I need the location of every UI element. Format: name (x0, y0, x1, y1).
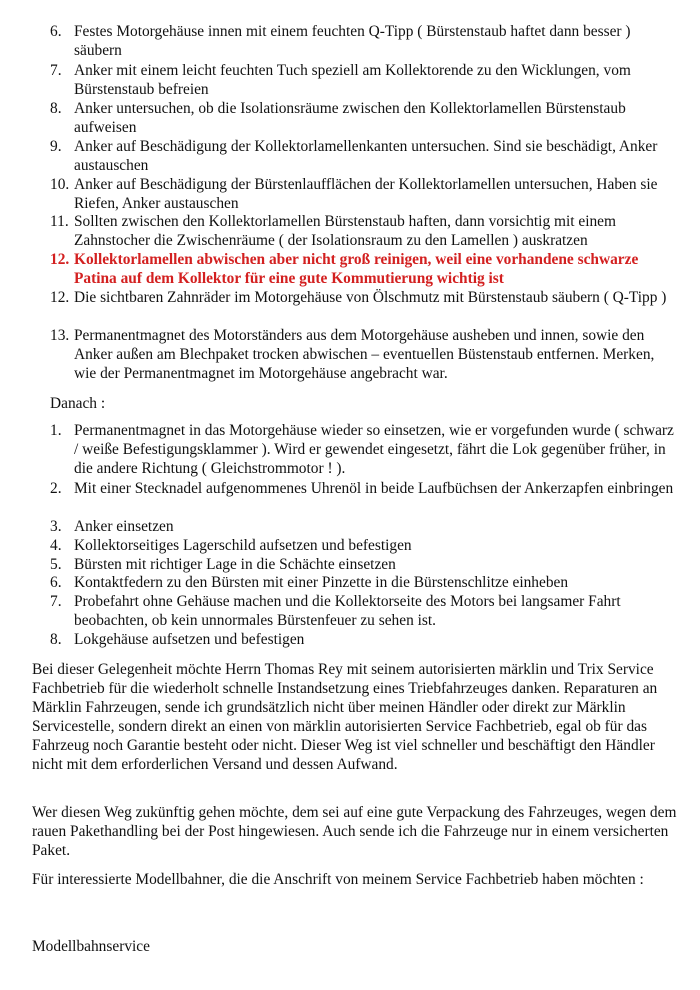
list-number: 4. (50, 537, 62, 554)
list-item (50, 630, 680, 649)
list-item (50, 479, 680, 498)
list-text: Kontaktfedern zu den Bürsten mit einer Pinzette in die Bürstenschlitze einheben (74, 574, 569, 591)
body-paragraph: Für interessierte Modellbahner, die die Anschrift von meinem Service Fachbetrieb haben möchten : (32, 871, 644, 888)
list-number: 7. (50, 62, 62, 79)
list-text: Festes Motorgehäuse innen mit einem feuchten Q-Tipp ( Bürstenstaub haftet dann besser ) säubern (74, 23, 631, 59)
list-item (50, 592, 680, 630)
list-number: 10. (50, 176, 70, 193)
list-text: Sollten zwischen den Kollektorlamellen Bürstenstaub haften, dann vorsichtig mit einem Zahnstocher die Zwischenräume ( der Isolationsraum zu den Lamellen ) auskratzen (74, 213, 616, 249)
list-text: Permanentmagnet des Motorständers aus dem Motorgehäuse ausheben und innen, sowie den Anker außen am Blechpaket trocken abwischen – eventuellen Büstenstaub entfernen. Merken, wie der Permanentmagnet im Motorgehäuse angebracht war. (74, 327, 655, 382)
list-number: 12. (50, 289, 70, 306)
list-number: 9. (50, 138, 62, 155)
list-text: Lokgehäuse aufsetzen und befestigen (74, 631, 305, 648)
list-item (50, 212, 680, 250)
list-number: 12. (50, 251, 70, 268)
list-text: Kollektorlamellen abwischen aber nicht groß reinigen, weil eine vorhandene schwarze Patina auf dem Kollektor für eine gute Kommutierung wichtig ist (74, 251, 639, 287)
list-number: 8. (50, 100, 62, 117)
list-item (50, 573, 680, 592)
list-number: 6. (50, 23, 62, 40)
list-text: Anker auf Beschädigung der Kollektorlamellenkanten untersuchen. Sind sie beschädigt, Anker austauschen (74, 138, 658, 174)
list-text: Die sichtbaren Zahnräder im Motorgehäuse von Ölschmutz mit Bürstenstaub säubern ( Q-Tipp ) (74, 289, 667, 306)
list-number: 2. (50, 480, 62, 497)
list-item (50, 61, 680, 99)
list-text: Mit einer Stecknadel aufgenommenes Uhrenöl in beide Laufbüchsen der Ankerzapfen einbringen (74, 480, 674, 497)
section-label: Danach : (50, 395, 106, 412)
list-text: Anker einsetzen (74, 518, 174, 535)
list-text: Probefahrt ohne Gehäuse machen und die Kollektorseite des Motors bei langsamer Fahrt beobachten, ob kein unnormales Bürstenfeuer zu sehen ist. (74, 593, 621, 629)
list-text: Anker mit einem leicht feuchten Tuch speziell am Kollektorende zu den Wicklungen, vom Bürstenstaub befreien (74, 62, 631, 98)
highlighted-list-item (50, 250, 680, 288)
body-paragraph: Modellbahnservice (32, 938, 150, 955)
list-item (50, 421, 680, 478)
list-text: Anker untersuchen, ob die Isolationsräume zwischen den Kollektorlamellen Bürstenstaub aufweisen (74, 100, 626, 136)
list-item (50, 326, 680, 383)
list-number: 3. (50, 518, 62, 535)
list-item (50, 536, 680, 555)
list-text: Bürsten mit richtiger Lage in die Schächte einsetzen (74, 556, 396, 573)
list-number: 7. (50, 593, 62, 610)
list-number: 5. (50, 556, 62, 573)
body-paragraph: Bei dieser Gelegenheit möchte Herrn Thomas Rey mit seinem autorisierten märklin und Trix Service Fachbetrieb für die wiederholt schnelle Instandsetzung eines Triebfahrzeuges danken. Reparaturen an Märklin Fahrzeugen, sende ich grundsätzlich nicht über meinen Händler oder direkt zur Märklin Servicestelle, sondern direkt an einen von märklin autorisierten Service Fachbetrieb, egal ob für das Fahrzeug noch Garantie besteht oder nicht. Dieser Weg ist viel schneller und beschäftigt den Händler nicht mit dem erforderlichen Versand und dessen Aufwand. (32, 661, 658, 773)
list-item (50, 555, 680, 574)
list-text: Kollektorseitiges Lagerschild aufsetzen und befestigen (74, 537, 412, 554)
list-number: 6. (50, 574, 62, 591)
list-item (50, 175, 680, 213)
list-number: 1. (50, 422, 62, 439)
list-text: Permanentmagnet in das Motorgehäuse wieder so einsetzen, wie er vorgefunden wurde ( schwarz / weiße Befestigungsklammer ). Wird er gewendet eingesetzt, fährt die Lok gegenüber früher, in die andere Richtung ( Gleichstrommotor ! ). (74, 422, 674, 477)
body-paragraph: Wer diesen Weg zukünftig gehen möchte, dem sei auf eine gute Verpackung des Fahrzeuges, wegen dem rauen Pakethandling bei der Post hingewiesen. Auch sende ich die Fahrzeuge nur in einem versicherten Paket. (32, 804, 677, 859)
list-item (50, 517, 680, 536)
list-number: 13. (50, 327, 70, 344)
list-item (50, 22, 680, 60)
list-number: 8. (50, 631, 62, 648)
list-number: 11. (50, 213, 69, 230)
list-item (50, 99, 680, 137)
list-item (50, 137, 680, 175)
list-item (50, 288, 680, 307)
list-text: Anker auf Beschädigung der Bürstenlaufflächen der Kollektorlamellen untersuchen, Haben sie Riefen, Anker austauschen (74, 176, 658, 212)
